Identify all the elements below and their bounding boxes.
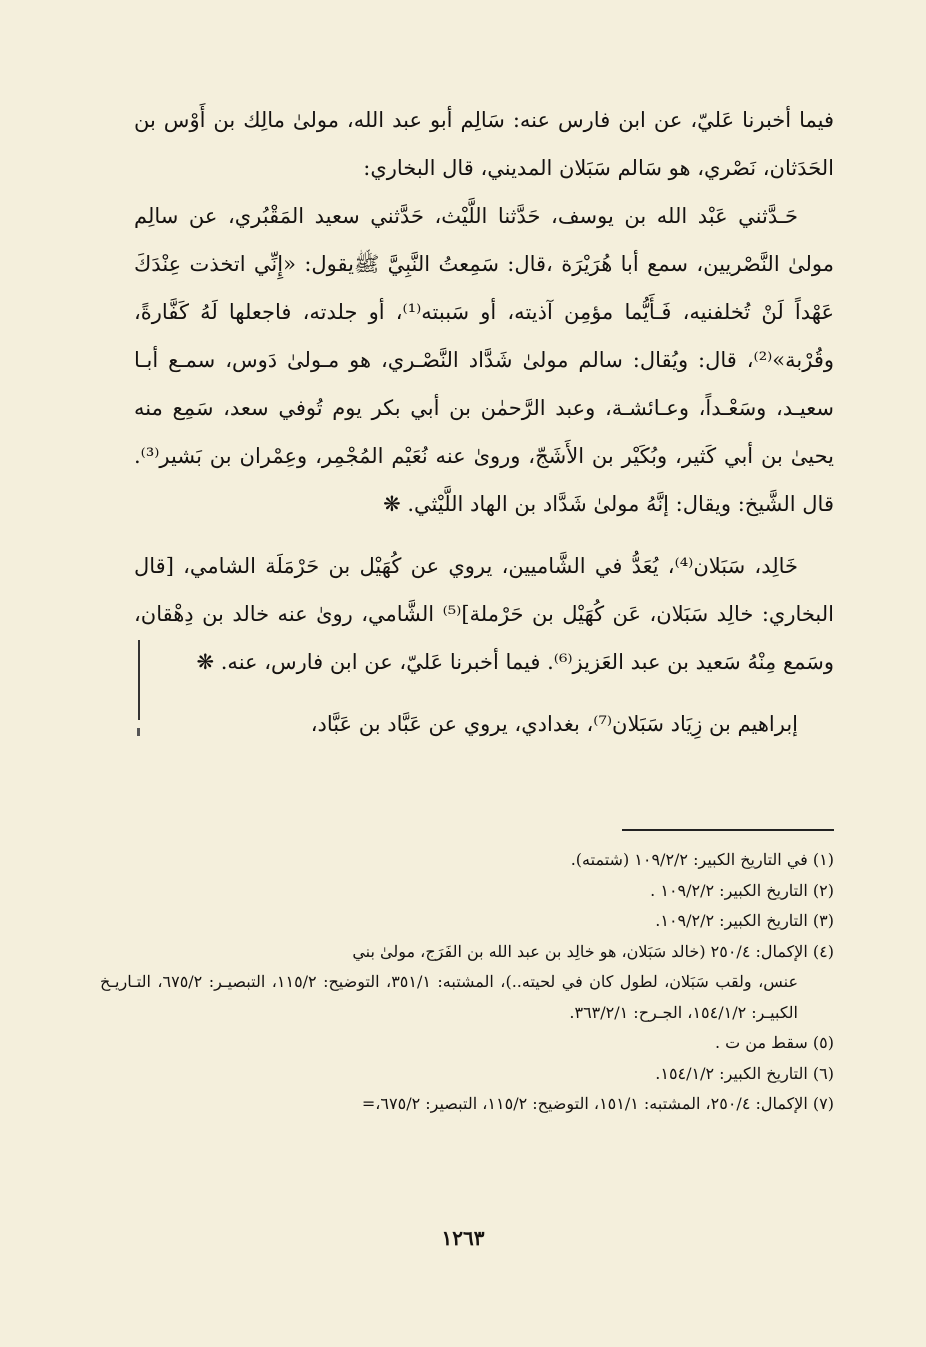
page-number: ١٢٦٣ [441, 1226, 485, 1250]
footnote-3: (٣) التاريخ الكبير: ١٠٩/٢/٢. [655, 911, 834, 930]
footnote-7: (٧) الإكمال: ٢٥٠/٤، المشتبه: ١٥١/١، التوضيح: ١١٥/٢، التبصير: ٦٧٥/٢،= [361, 1094, 834, 1113]
footnote-1: (١) في التاريخ الكبير: ١٠٩/٢/٢ (شتمته). [570, 850, 834, 869]
margin-dot [137, 728, 140, 736]
entry-salim-isnad: حَـدَّثني عَبْد الله بن يوسف، حَدَّثنا اللَّيْث، حَدَّثني سعيد المَقْبُري، عن سالِم مولىٰ النَّصْريين، سمع أبا هُرَيْرَة ،قال: سَمِعتُ النَّبِيَّ ﷺيقول: «إِنِّي اتخذت عِنْدَكَ عَهْداً لَنْ تُخلفنيه، فَـأَيُّما مؤمِن آذيته، أو سَببته⁽¹⁾، أو جلدته، فاجعلها لَهُ كَفَّارةً، وقُرْبة»⁽²⁾، قال: ويُقال: سالم مولىٰ شَدَّاد النَّصْـري، هو مـولىٰ دَوس، سمـع أبـا سعيـد، وسَعْـداً، وعـائشـة، وعبد الرَّحمٰن بن أبي بكر يوم تُوفي سعد، سَمِع منه يحيىٰ بن أبي كَثير، وبُكَيْر بن الأَشَجّ، وروىٰ عنه نُعَيْم المُجْمِر، وعِمْران بن بَشير⁽³⁾. قال الشَّيخ: ويقال: إنَّهُ مولىٰ شَدَّاد بن الهاد اللَّيْثي. ❋ [134, 204, 835, 516]
entry-khalid: خَالِد، سَبَلان⁽⁴⁾، يُعَدُّ في الشَّاميين، يروي عن كُهَيْل بن حَرْمَلَة الشامي، [قال البخاري: خالِد سَبَلان، عَن كُهَيْل بن حَرْملة]⁽⁵⁾ الشَّامي، روىٰ عنه خالد بن دِهْقان، وسَمع مِنْهُ سَعيد بن عبد العَزيز⁽⁶⁾. فيما أخبرنا عَليّ، عن ابن فارس، عنه. ❋ [134, 554, 834, 674]
footnote-4 [100, 937, 834, 1029]
margin-mark [138, 640, 140, 720]
entry-ibrahim: إبراهيم بن زِيَاد سَبَلان⁽⁷⁾، بغدادي، يروي عن عَبَّاد بن عَبَّاد، [310, 712, 798, 736]
entry-salim-intro: فيما أخبرنا عَليّ، عن ابن فارس عنه: سَالِم أبو عبد الله، مولىٰ مالِك بن أَوْس بن الحَدَثان، نَصْري، هو سَالم سَبَلان المديني، قال البخاري: [134, 108, 834, 180]
footnote-6: (٦) التاريخ الكبير: ١٥٤/١/٢. [655, 1063, 834, 1083]
footnotes [100, 845, 834, 1120]
footnote-4-first-line: (٤) الإكمال: ٢٥٠/٤ (خالد سَبَلان، هو خالِد بن عبد الله بن الفَرَج، مولىٰ بني [352, 941, 834, 961]
footnote-4-continuation: عنس، ولقب سَبَلان، لطول كان في لحيته..)، المشتبه: ٣٥١/١، التوضيح: ١١٥/٢، التبصيـر: ٦٧٥/٢، التـاريـخ الكبيـر: ١٥٤/١/٢، الجـرح: ٣٦٣/٢/١. [100, 972, 799, 1022]
footnote-5: (٥) سقط من ت . [714, 1033, 834, 1052]
footnote-separator [622, 829, 834, 831]
footnote-2: (٢) التاريخ الكبير: ١٠٩/٢/٢ . [650, 880, 834, 900]
main-text [134, 96, 834, 748]
